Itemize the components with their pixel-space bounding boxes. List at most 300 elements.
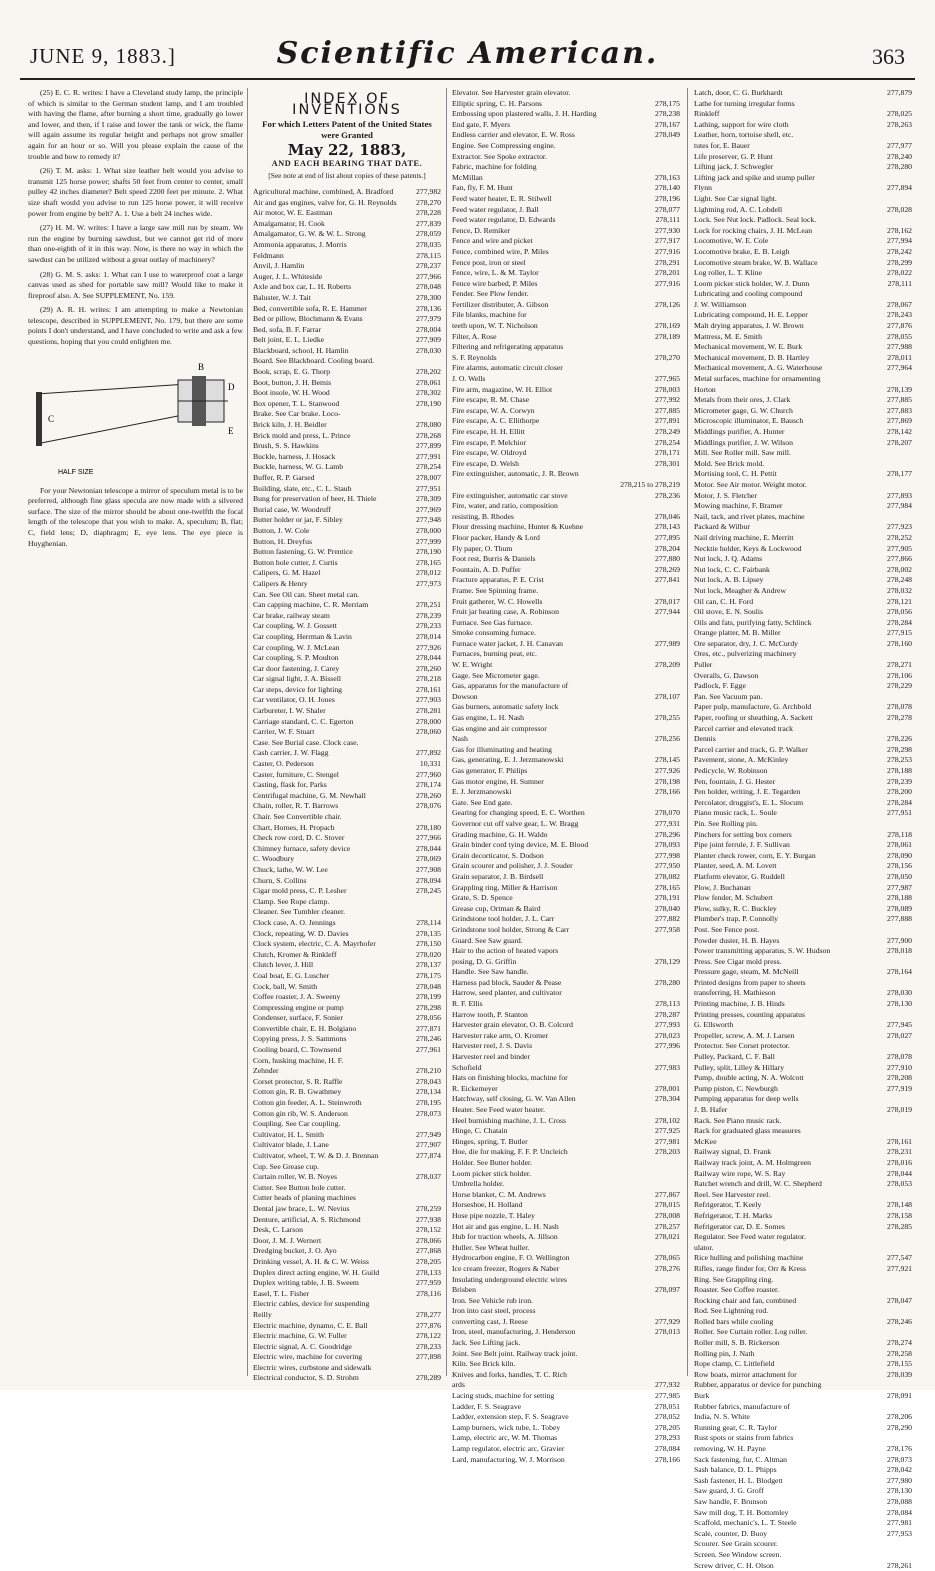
patent-number: 278,158 (887, 1210, 912, 1220)
patent-number: 278,070 (655, 808, 680, 818)
patent-entry (694, 215, 912, 226)
patent-entry (452, 883, 680, 894)
patent-entry (452, 830, 680, 841)
patent-entry (452, 671, 680, 682)
patent-entry (452, 247, 680, 258)
patent-number: 278,190 (416, 398, 441, 408)
patent-title: Cooling board, C. Townsend (253, 1045, 342, 1055)
patent-entry (253, 431, 441, 442)
patent-number (909, 1550, 912, 1561)
patent-entry (694, 226, 912, 237)
patent-number (909, 1275, 912, 1286)
patent-title: Button fastening, G. W. Prentice (253, 547, 353, 557)
patent-number (677, 946, 680, 957)
patent-number (677, 967, 680, 978)
patent-entry (452, 109, 680, 120)
patent-entry (452, 416, 680, 427)
patent-title: India, N. S. White (694, 1412, 750, 1422)
patent-number: 278,218 (416, 674, 441, 684)
patent-entry (452, 363, 680, 374)
patent-title: J. O. Wells (452, 374, 486, 384)
patent-number: 277,895 (655, 532, 680, 542)
patent-title: Gas generator, F. Philips (452, 766, 528, 775)
patent-entry (253, 1003, 441, 1014)
patent-title: Gate. See End gate. (452, 797, 513, 807)
patent-entry (253, 854, 441, 865)
patent-number: 277,945 (887, 1020, 912, 1030)
patent-number: 278,285 (887, 1221, 912, 1231)
patent-title: Book, scrap, E. G. Thorp (253, 367, 331, 377)
patent-number: 277,883 (887, 405, 912, 415)
patent-entry (452, 1031, 680, 1042)
patent-entry (253, 590, 441, 601)
patent-title: Rocking chair and fan, combined (694, 1295, 797, 1305)
patent-number: 278,020 (416, 949, 441, 959)
patent-number: 278,002 (887, 564, 912, 574)
patent-title: Carriage standard, C. C. Egerton (253, 716, 354, 726)
patent-title: Refrigerator car, D. E. Somes (694, 1221, 785, 1231)
patent-number (438, 1363, 441, 1374)
patent-title: Flour dressing machine, Hunter & Kuehne (452, 522, 584, 532)
patent-entry (694, 480, 912, 491)
patent-title: ulator. (694, 1242, 714, 1252)
patent-number: 277,944 (655, 607, 680, 617)
patent-number: 277,919 (887, 1083, 912, 1093)
patent-number: 278,078 (887, 1052, 912, 1062)
patent-title: Fence, D. Remiker (452, 225, 511, 235)
patent-entry (452, 1116, 680, 1127)
patent-entry (694, 787, 912, 798)
patent-title: Saw mill dog, T. H. Bottomley (694, 1507, 789, 1517)
patent-number: 278,274 (887, 1338, 912, 1348)
patent-number: 278,238 (655, 109, 680, 119)
patent-entry (452, 1084, 680, 1095)
patent-number: 277,977 (887, 140, 912, 150)
patent-number: 277,876 (887, 321, 912, 331)
patent-title: Pin. See Rolling pin. (694, 818, 758, 828)
patent-number: 277,868 (416, 1246, 441, 1256)
patent-number: 278,243 (887, 310, 912, 320)
patent-number: 277,958 (655, 924, 680, 934)
patent-title: Rope clamp, C. Littlefield (694, 1359, 775, 1369)
patent-number: 277,984 (887, 501, 912, 511)
patent-entry (452, 374, 680, 385)
index-column-2 (452, 88, 680, 1464)
patent-title: Plow, J. Buchanan (694, 882, 751, 892)
patent-entry (253, 526, 441, 537)
patent-title: McKee (694, 1136, 717, 1146)
patent-number: 278,126 (655, 299, 680, 309)
patent-entry (452, 512, 680, 523)
patent-title: Cash carrier, J. W. Flagg (253, 748, 329, 758)
patent-entry (452, 967, 680, 978)
patent-entry (452, 1306, 680, 1317)
patent-title: Hoe, die for making, F. F. P. Uncleich (452, 1147, 568, 1157)
patent-title: Propeller, screw, A. M. J. Larsen (694, 1030, 795, 1040)
patent-title: Calipers, G. M. Hazel (253, 568, 321, 578)
patent-title: Car door fastening, J. Carey (253, 663, 340, 673)
patent-title: Middlings purifier, J. W. Wilson (694, 437, 793, 447)
patent-title: Parcel carrier and track, G. P. Walker (694, 744, 808, 754)
patent-title: Cleaner. See Tumbler cleaner. (253, 907, 346, 917)
patent-title: Oil stove, E. N. Soulis (694, 607, 763, 617)
label-b: B (198, 361, 205, 372)
patent-number (677, 1275, 680, 1286)
patent-number (909, 194, 912, 205)
patent-number: 278,042 (887, 1465, 912, 1475)
patent-title: converting cast, J. Reese (452, 1316, 528, 1326)
patent-number: 278,299 (887, 257, 912, 267)
patent-entry (694, 342, 912, 353)
patent-number: 278,102 (655, 1115, 680, 1125)
patent-entry (694, 1285, 912, 1296)
patent-title: Protector. See Corset protector. (694, 1041, 790, 1051)
patent-number: 278,113 (655, 999, 680, 1009)
patent-title: Micrometer gage, G. W. Church (694, 405, 793, 415)
patent-title: Rinkleff (694, 109, 720, 119)
patent-entry (694, 194, 912, 205)
patent-number: 278,061 (416, 377, 441, 387)
patent-title: Regulator. See Feed water regulator. (694, 1232, 806, 1242)
patent-title: Metals from their ores, J. Clark (694, 395, 791, 405)
patent-title: Pen holder, writing, J. E. Tegarden (694, 787, 801, 797)
patent-entry (253, 547, 441, 558)
patent-number: 277,869 (887, 416, 912, 426)
patent-number: 278,205 (416, 1256, 441, 1266)
patent-number: 277,931 (655, 818, 680, 828)
patent-entry (694, 946, 912, 957)
patent-title: Locomotive brake, E. B. Leigh (694, 246, 790, 256)
patent-number (677, 1296, 680, 1307)
patent-number: 277,981 (655, 1136, 680, 1146)
patent-number (677, 310, 680, 321)
patent-title: teeth upon, W. T. Nicholson (452, 321, 538, 331)
patent-entry (694, 649, 912, 660)
patent-title: Horseshoe, H. Holland (452, 1200, 523, 1210)
patent-number: 278,016 (887, 1157, 912, 1167)
patent-number: 278,260 (416, 790, 441, 800)
patent-title: Motor, J. S. Fletcher (694, 490, 757, 500)
patent-number: 278,106 (887, 670, 912, 680)
patent-entry (452, 1296, 680, 1307)
patent-title: Packard & Wilbur (694, 522, 750, 532)
patent-title: Lifting jack, J. Schwegler (694, 162, 774, 172)
patent-entry (694, 1370, 912, 1381)
patent-number (677, 671, 680, 682)
patent-number: 278,233 (416, 1341, 441, 1351)
patent-number: 278,136 (416, 303, 441, 313)
patent-number: 277,926 (416, 642, 441, 652)
patent-title: Fire escape, P. Melchior (452, 437, 527, 447)
patent-entry (694, 1327, 912, 1338)
patent-title: Pulley, split, Lilley & Hillary (694, 1062, 785, 1072)
patent-entry (694, 904, 912, 915)
patent-number: 277,882 (655, 914, 680, 924)
patent-title: E. J. Jerzmanowski (452, 787, 512, 797)
patent-entry (253, 643, 441, 654)
patent-title: Ammonia apparatus, J. Morris (253, 239, 347, 249)
patent-title: Harvester grain elevator, O. B. Colcord (452, 1020, 573, 1030)
patent-entry (253, 1236, 441, 1247)
patent-entry (452, 459, 680, 470)
page-header (20, 14, 915, 74)
patent-entry (694, 1126, 912, 1137)
patent-number: 278,188 (887, 766, 912, 775)
patent-number (909, 512, 912, 523)
patent-entry (253, 600, 441, 611)
patent-entry (694, 967, 912, 978)
patent-entry (694, 925, 912, 936)
patent-number (677, 798, 680, 809)
patent-entry (452, 501, 680, 512)
patent-number: 278,025 (887, 109, 912, 119)
patent-entry (452, 1275, 680, 1286)
patent-title: Railway wire rope, W. S. Ray (694, 1168, 786, 1178)
patent-number: 278,076 (416, 801, 441, 811)
patent-title: W. E. Wright (452, 660, 493, 670)
patent-entry (452, 702, 680, 713)
patent-entry (253, 770, 441, 781)
patent-entry (452, 936, 680, 947)
patent-entry (694, 268, 912, 279)
patent-entry (253, 1289, 441, 1300)
patent-title: Pedicycle, W. Robinson (694, 766, 768, 775)
patent-title: Caster, furniture, C. Stengel (253, 769, 339, 779)
patent-number: 278,301 (655, 458, 680, 468)
patent-entry (253, 388, 441, 399)
patent-entry (253, 1352, 441, 1363)
patent-entry (694, 152, 912, 163)
patent-title: McMillan (452, 172, 483, 182)
patent-entry (694, 247, 912, 258)
patent-title: Fruit jar heating case, A. Robinson (452, 607, 559, 617)
patent-entry (694, 427, 912, 438)
patent-title: Ladder, F. S. Seagrave (452, 1401, 522, 1411)
telescope-diagram (28, 354, 243, 482)
patent-number: 278,276 (655, 1263, 680, 1273)
header-rule (20, 78, 915, 80)
patent-number: 277,921 (887, 1263, 912, 1273)
patent-entry (694, 1338, 912, 1349)
patent-number: 278,021 (655, 1232, 680, 1242)
patent-title: Cotton gin feeder, A. L. Steinwroth (253, 1098, 362, 1108)
patent-title: Power transmitting apparatus, S. W. Hudson (694, 946, 831, 956)
patent-number: 278,298 (416, 1002, 441, 1012)
patent-number: 277,916 (655, 246, 680, 256)
patent-entry (694, 1063, 912, 1074)
patent-entry (694, 1529, 912, 1540)
patent-title: Frame. See Spinning frame. (452, 585, 539, 595)
patent-title: Harrow tooth, P. Stanton (452, 1009, 528, 1019)
patent-entry (694, 1550, 912, 1561)
patent-number (677, 649, 680, 660)
patent-entry (452, 734, 680, 745)
patent-entry (253, 1310, 441, 1321)
index-column-3 (694, 88, 912, 1570)
patent-entry (452, 1317, 680, 1328)
patent-title: Building, slate, etc., C. L. Staub (253, 483, 352, 493)
patent-title: Engine. See Compressing engine. (452, 140, 556, 150)
patent-number: 278,165 (655, 882, 680, 892)
patent-title: Foot rest, Burris & Daniels (452, 554, 536, 564)
patent-number (909, 692, 912, 703)
patent-title: Lathing, support for wire cloth (694, 119, 789, 129)
patent-title: Fabric, machine for folding (452, 162, 537, 172)
patent-number (438, 356, 441, 367)
patent-entry (694, 1539, 912, 1550)
patent-number: 277,991 (416, 451, 441, 461)
patent-number (909, 957, 912, 968)
patent-title: Filtering and refrigerating apparatus (452, 342, 564, 352)
patent-title: Saw guard, J. G. Groff (694, 1486, 764, 1496)
patent-entry (452, 236, 680, 247)
patent-title: Grindstone tool holder, J. L. Carr (452, 914, 555, 924)
patent-number: 278,118 (887, 829, 912, 839)
patent-number: 278,130 (887, 1486, 912, 1496)
patent-number: 278,280 (655, 977, 680, 987)
patent-number (677, 618, 680, 629)
patent-title: Microscopic illuminator, E. Bausch (694, 416, 804, 426)
patent-number: 278,135 (416, 928, 441, 938)
patent-number: 278,287 (655, 1009, 680, 1019)
patent-entry (452, 692, 680, 703)
patent-title: Furnace water jacket, J. H. Canavan (452, 638, 563, 648)
patent-entry (452, 660, 680, 671)
patent-number: 277,949 (416, 1129, 441, 1139)
patent-entry (694, 671, 912, 682)
patent-title: Butter holder or jar, F. Sibley (253, 515, 343, 525)
patent-number: 277,547 (887, 1253, 912, 1263)
patent-entry (253, 1342, 441, 1353)
patent-title: Clock case, A. O. Jennings (253, 917, 336, 927)
patent-title: Electric wire, machine for covering (253, 1352, 363, 1362)
patent-title: Scourer. See Grain scourer. (694, 1539, 778, 1549)
patent-entry (253, 494, 441, 505)
patent-number: 277,973 (416, 578, 441, 588)
patent-entry (694, 205, 912, 216)
patent-entry (694, 1275, 912, 1286)
patent-entry (253, 833, 441, 844)
patent-title: Holder. See Butter holder. (452, 1157, 533, 1167)
patent-title: Furnace. See Gas furnace. (452, 617, 533, 627)
patent-title: Knives and forks, handles, T. C. Rich (452, 1369, 568, 1379)
patent-title: Centrifugal machine, G. M. Newhall (253, 790, 366, 800)
patent-number (909, 1041, 912, 1052)
patent-number: 277,874 (416, 1151, 441, 1160)
patent-entry (253, 399, 441, 410)
patent-number: 278,043 (416, 1076, 441, 1086)
patent-entry (452, 1222, 680, 1233)
patent-entry (452, 130, 680, 141)
patent-number: 278,030 (416, 345, 441, 355)
patent-entry (452, 1338, 680, 1349)
patent-title: Iron into cast steel, process (452, 1306, 536, 1316)
patent-entry (253, 367, 441, 378)
patent-title: Burk (694, 1391, 710, 1401)
patent-title: Roaster. See Coffee roaster. (694, 1285, 780, 1295)
patent-title: Clutch lever, J. Hill (253, 960, 314, 970)
patent-title: Hair to the action of heated vapors (452, 946, 559, 956)
patent-entry (694, 1052, 912, 1063)
patent-entry (694, 1444, 912, 1455)
patent-entry (694, 459, 912, 470)
patent-number: 278,066 (416, 1235, 441, 1245)
patent-number: 278,248 (887, 575, 912, 585)
masthead-title: Scientific American. (276, 36, 659, 71)
patent-title: Paper pulp, manufacture, G. Archbold (694, 702, 812, 712)
patent-number: 277,905 (887, 543, 912, 553)
patent-number: 278,254 (655, 437, 680, 447)
patent-entry (452, 745, 680, 756)
patent-entry (452, 946, 680, 957)
patent-title: Umbrella holder. (452, 1179, 505, 1189)
patent-entry (452, 480, 680, 491)
patent-number: 278,004 (416, 324, 441, 334)
patent-entry (694, 1455, 912, 1466)
patent-title: Pan. See Vacuum pan. (694, 691, 763, 701)
patent-number: 278,084 (655, 1444, 680, 1453)
patent-title: Carrier, W. F. Stuart (253, 727, 315, 737)
patent-entry (452, 353, 680, 364)
patent-number: 278,199 (416, 992, 441, 1002)
patent-title: Huller. See Wheat huller. (452, 1242, 530, 1252)
patent-title: Feldmann (253, 250, 284, 260)
patent-title: Cutter. See Button hole cutter. (253, 1182, 346, 1192)
patent-entry (694, 936, 912, 947)
patent-number: 278,000 (416, 525, 441, 535)
patent-title: Middlings purifier, A. Hunter (694, 427, 785, 436)
patent-number: 278,055 (887, 331, 912, 341)
patent-entry (452, 215, 680, 226)
patent-number: 278,013 (655, 1327, 680, 1337)
patent-number: 278,290 (887, 1422, 912, 1432)
patent-number (438, 1193, 441, 1204)
patent-number (438, 1056, 441, 1067)
patent-entry (253, 1215, 441, 1226)
patent-entry (452, 300, 680, 311)
patent-number: 278,239 (416, 610, 441, 620)
patent-title: Running gear, C. R. Taylor (694, 1422, 777, 1432)
patent-entry (694, 999, 912, 1010)
patent-title: Car signal light, J. A. Bissell (253, 674, 341, 684)
patent-entry (694, 893, 912, 904)
patent-number: 278,268 (416, 430, 441, 440)
patent-entry (452, 1327, 680, 1338)
patent-entry (253, 1109, 441, 1120)
patent-entry (694, 1296, 912, 1307)
query-26: (26) T. M. asks: 1. What size leather belt would you advise to transmit 125 horse power; shafts 50 feet from center to center, small pulley 42 inches diameter? Belt speed 2200 feet per minute. 2. What size shaft would you advise to run 125 horse power, it will receive power from engine by belt? A. 1. Use a belt 24 inches wide. (28, 166, 243, 218)
patent-title: Grease cup, Ortman & Baird (452, 903, 541, 913)
patent-title: Mortising tool, C. H. Pettit (694, 469, 777, 479)
patent-title: Burial case, W. Woodruff (253, 504, 331, 514)
patent-title: Nut lock, J. Q. Adams (694, 554, 763, 564)
patent-number: 278,175 (416, 970, 441, 980)
patent-number: 278,246 (887, 1316, 912, 1326)
patent-entry (694, 724, 912, 735)
patent-number: 278,093 (655, 840, 680, 850)
patent-number: 278,012 (416, 568, 441, 578)
patent-number: 278,044 (416, 653, 441, 663)
figure-caption: HALF SIZE (58, 468, 94, 476)
patent-number: 278,114 (416, 917, 441, 927)
patent-title: Grindstone tool holder, Strong & Carr (452, 924, 570, 934)
patent-number: 278,011 (887, 352, 912, 362)
patent-title: Latch, door, C. G. Burkhardt (694, 88, 783, 97)
patent-number: 278,309 (416, 494, 441, 504)
patent-entry (253, 378, 441, 389)
patent-title: Clock system, electric, C. A. Mayrhofer (253, 939, 376, 949)
patent-number (909, 1402, 912, 1413)
